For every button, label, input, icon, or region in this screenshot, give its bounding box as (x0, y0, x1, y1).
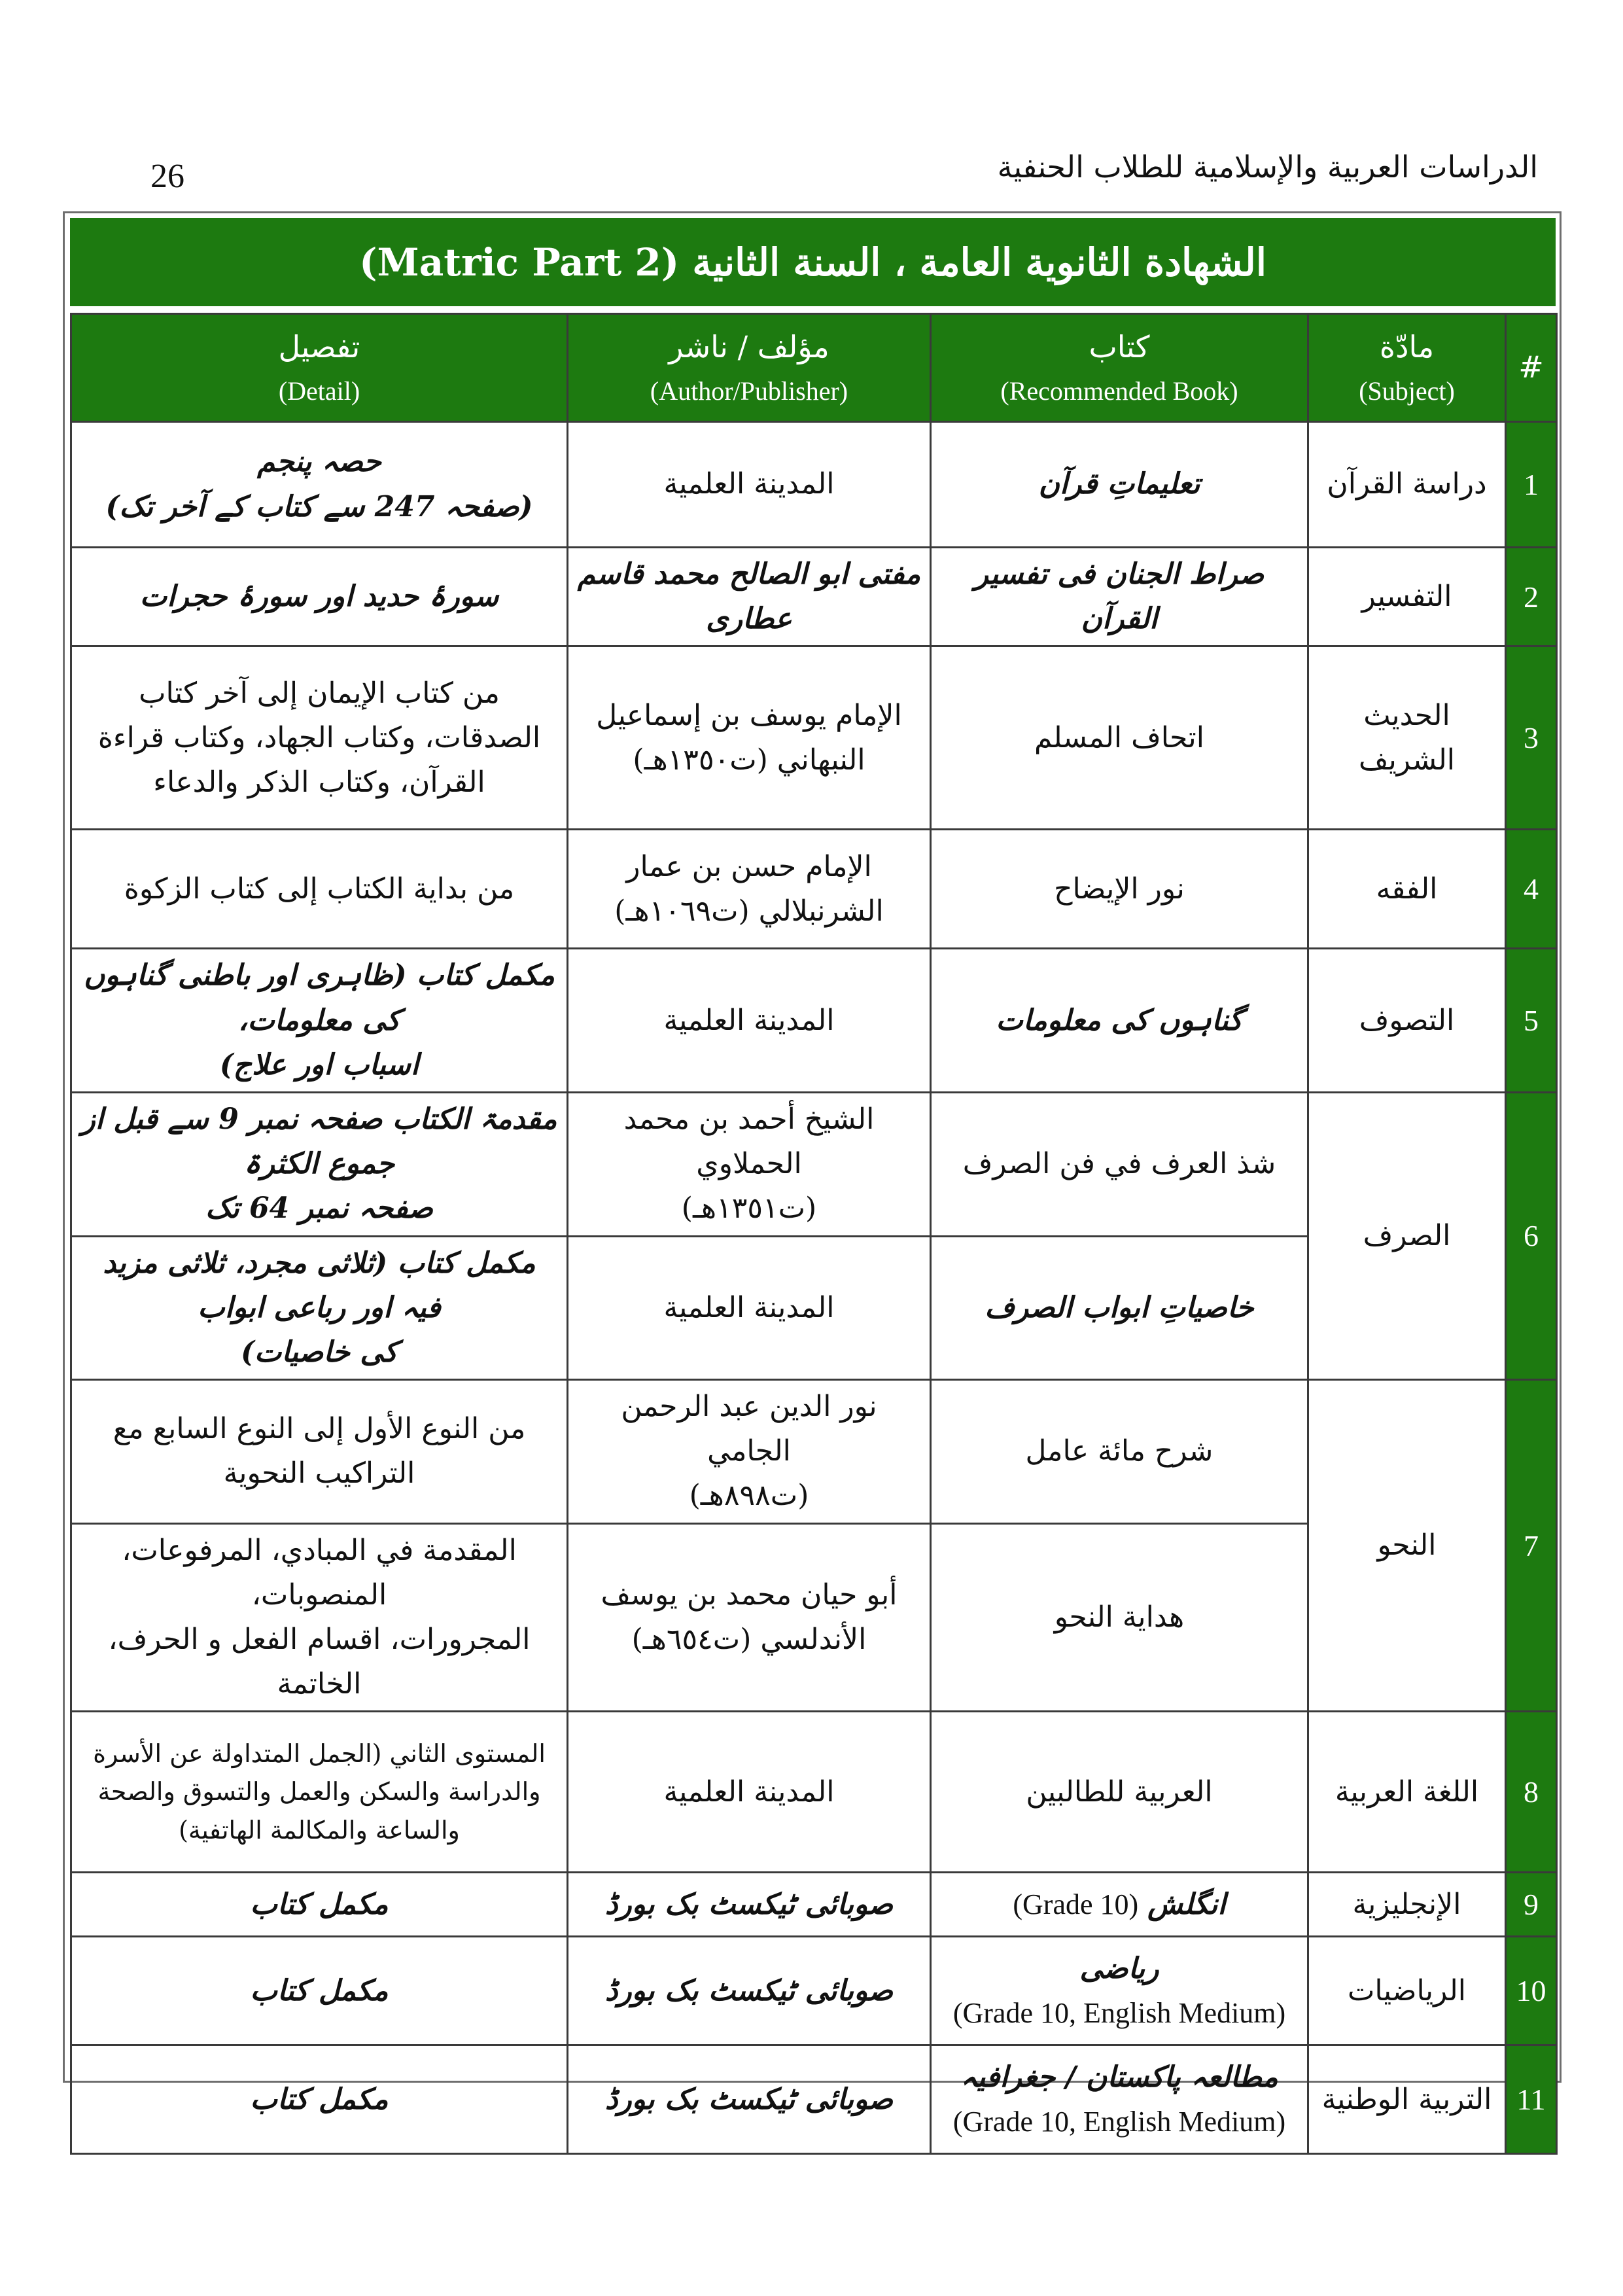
book-cell: العربية للطالبين (931, 1712, 1308, 1873)
author-cell: المدينة العلمية (568, 949, 931, 1093)
author-cell: الإمام يوسف بن إسماعيل النبهاني (ت١٣٥٠هـ) (568, 646, 931, 830)
detail-cell: مقدمۃ الکتاب صفحہ نمبر 9 سے قبل از جموع الکثرۃ صفحہ نمبر 64 تک (71, 1092, 568, 1236)
subject-cell: النحو (1308, 1380, 1506, 1712)
detail-cell: المقدمة في المبادي، المرفوعات، المنصوبات، المجرورات، اقسام الفعل و الحرف، الخاتمة (71, 1523, 568, 1712)
author-cell: صوبائی ٹیکسٹ بک بورڈ (568, 1873, 931, 1937)
detail-cell: مکمل کتاب (ثلاثی مجرد، ثلاثی مزید فیہ اور رباعی ابواب کی خاصیات) (71, 1236, 568, 1380)
table-row (71, 422, 1557, 548)
detail-cell: من كتاب الإيمان إلى آخر كتاب الصدقات، وكتاب الجهاد، وكتاب قراءة القرآن، وكتاب الذكر والدعاء (71, 646, 568, 830)
table-header-row (71, 314, 1557, 422)
table-row (71, 548, 1557, 646)
subject-cell: التصوف (1308, 949, 1506, 1093)
row-number: 11 (1506, 2045, 1557, 2154)
book-cell: شذ العرف في فن الصرف (931, 1092, 1308, 1236)
page-number: 26 (150, 158, 184, 195)
col-header-subject: مادّة (Subject) (1308, 314, 1506, 422)
subject-cell: الفقه (1308, 830, 1506, 949)
subject-cell: الإنجليزية (1308, 1873, 1506, 1937)
row-number: 10 (1506, 1937, 1557, 2045)
author-cell: الشيخ أحمد بن محمد الحملاوي (ت١٣٥١هـ) (568, 1092, 931, 1236)
table-row (71, 2045, 1557, 2154)
row-number: 7 (1506, 1380, 1557, 1712)
detail-cell: من بداية الكتاب إلى كتاب الزكوة (71, 830, 568, 949)
table-row (71, 1937, 1557, 2045)
author-cell: مفتی ابو الصالح محمد قاسم عطاری (568, 548, 931, 646)
row-number: 9 (1506, 1873, 1557, 1937)
section-banner: الشهادة الثانوية العامة ، السنة الثانية (Matric Part 2) (70, 218, 1556, 306)
table-row (71, 1380, 1557, 1524)
row-number: 3 (1506, 646, 1557, 830)
row-number: 6 (1506, 1092, 1557, 1379)
author-cell: صوبائی ٹیکسٹ بک بورڈ (568, 1937, 931, 2045)
subject-cell: الصرف (1308, 1092, 1506, 1379)
book-cell: صراط الجنان فی تفسیر القرآن (931, 548, 1308, 646)
detail-cell: مکمل کتاب (71, 2045, 568, 2154)
table-row (71, 1873, 1557, 1937)
subject-cell: التربية الوطنية (1308, 2045, 1506, 2154)
row-number: 1 (1506, 422, 1557, 548)
detail-cell: المستوى الثاني (الجمل المتداولة عن الأسرة والدراسة والسكن والعمل والتسوق والصحة والساعة والمكالمة الهاتفية) (71, 1712, 568, 1873)
col-header-num: # (1506, 314, 1557, 422)
author-cell: المدينة العلمية (568, 422, 931, 548)
row-number: 5 (1506, 949, 1557, 1093)
book-cell: هداية النحو (931, 1523, 1308, 1712)
author-cell: أبو حيان محمد بن يوسف الأندلسي (ت٦٥٤هـ) (568, 1523, 931, 1712)
running-head: الدراسات العربية والإسلامية للطلاب الحنفية (997, 149, 1538, 185)
book-cell: نور الإيضاح (931, 830, 1308, 949)
subject-cell: اللغة العربية (1308, 1712, 1506, 1873)
detail-cell: من النوع الأول إلى النوع السابع مع التراكيب النحوية (71, 1380, 568, 1524)
detail-cell: حصہ پنجم (صفحہ 247 سے کتاب کے آخر تک) (71, 422, 568, 548)
table-row (71, 949, 1557, 1093)
book-cell: تعلیماتِ قرآن (931, 422, 1308, 548)
book-cell: گناہوں کی معلومات (931, 949, 1308, 1093)
table-row (71, 1712, 1557, 1873)
author-cell: المدينة العلمية (568, 1712, 931, 1873)
book-cell: شرح مائة عامل (931, 1380, 1308, 1524)
table-row (71, 646, 1557, 830)
subject-cell: الرياضيات (1308, 1937, 1506, 2045)
detail-cell: مکمل کتاب (ظاہری اور باطنی گناہوں کی معلومات، اسباب اور علاج) (71, 949, 568, 1093)
col-header-detail: تفصيل (Detail) (71, 314, 568, 422)
table-row (71, 1092, 1557, 1236)
col-header-author: مؤلف / ناشر (Author/Publisher) (568, 314, 931, 422)
col-header-book: كتاب (Recommended Book) (931, 314, 1308, 422)
row-number: 8 (1506, 1712, 1557, 1873)
subject-cell: التفسير (1308, 548, 1506, 646)
detail-cell: سورۂ حدید اور سورۂ حجرات (71, 548, 568, 646)
table-row (71, 830, 1557, 949)
book-cell: انگلش (Grade 10) (931, 1873, 1308, 1937)
author-cell: المدينة العلمية (568, 1236, 931, 1380)
book-cell: خاصیاتِ ابواب الصرف (931, 1236, 1308, 1380)
subject-cell: دراسة القرآن (1308, 422, 1506, 548)
author-cell: صوبائی ٹیکسٹ بک بورڈ (568, 2045, 931, 2154)
book-cell: ریاضی (Grade 10, English Medium) (931, 1937, 1308, 2045)
book-cell: مطالعہ پاکستان / جغرافیہ (Grade 10, English Medium) (931, 2045, 1308, 2154)
book-cell: اتحاف المسلم (931, 646, 1308, 830)
syllabus-table (70, 313, 1558, 2155)
detail-cell: مکمل کتاب (71, 1937, 568, 2045)
detail-cell: مکمل کتاب (71, 1873, 568, 1937)
row-number: 4 (1506, 830, 1557, 949)
author-cell: الإمام حسن بن عمار الشرنبلالي (ت١٠٦٩هـ) (568, 830, 931, 949)
row-number: 2 (1506, 548, 1557, 646)
author-cell: نور الدين عبد الرحمن الجامي (ت٨٩٨هـ) (568, 1380, 931, 1524)
subject-cell: الحديث الشريف (1308, 646, 1506, 830)
